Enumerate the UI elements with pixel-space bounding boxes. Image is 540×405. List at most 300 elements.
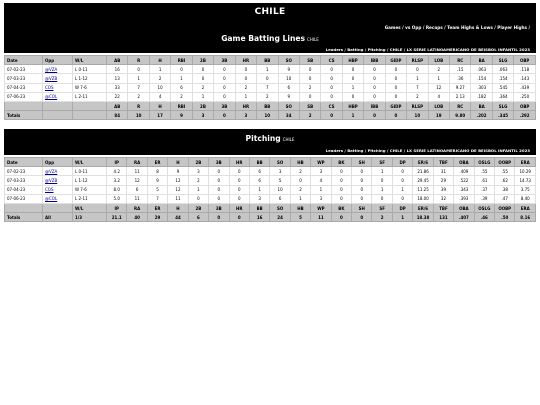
- batting-cell-cs: 0: [321, 74, 342, 83]
- batting-cell-so: 10: [278, 74, 299, 83]
- batting-footer-header-hr: HR: [235, 101, 256, 110]
- pitching-cell-oba: .393: [454, 194, 474, 203]
- batting-cell-r: 2: [128, 92, 149, 101]
- batting-cell-ba: .182: [471, 92, 492, 101]
- batting-cell-opp[interactable]: @COL: [43, 92, 73, 101]
- pitching-total-bb: 16: [249, 213, 269, 222]
- pitching-header-w-l: W/L: [73, 158, 107, 167]
- batting-header-ab: AB: [107, 56, 128, 65]
- pitching-header-hr: HR: [229, 158, 249, 167]
- batting-header-rc: RC: [450, 56, 471, 65]
- pitching-cell-date: 07-03-23: [5, 176, 43, 185]
- batting-footer-header-rbi: RBI: [171, 101, 192, 110]
- pitching-cell-er: 7: [147, 194, 167, 203]
- pitching-cell-wp: 3: [311, 167, 331, 176]
- batting-total-ibb: 0: [364, 111, 385, 120]
- pitching-cell-sh: 0: [352, 194, 372, 203]
- pitching-cell-ip: 8.0: [107, 185, 127, 194]
- batting-totals-row: [5, 111, 536, 120]
- pitching-footer-header-bk: BK: [331, 203, 351, 212]
- pitching-cell-er: 8: [147, 167, 167, 176]
- pitching-cell-ip: 4.2: [107, 167, 127, 176]
- batting-cell-ab: 33: [107, 83, 128, 92]
- pitching-total-2b: 6: [188, 213, 208, 222]
- crumb-pitching[interactable]: Pitching: [367, 148, 386, 153]
- pitching-cell-h: 12: [168, 176, 188, 185]
- pitching-cell-sf: 0: [372, 194, 392, 203]
- batting-total-rlsp: 10: [407, 111, 428, 120]
- pitching-header-oba: OBA: [454, 158, 474, 167]
- nav-games-link[interactable]: Games: [384, 25, 401, 30]
- nav-vs-opp-link[interactable]: vs Opp: [405, 25, 422, 30]
- batting-cell-h: 1: [149, 65, 170, 74]
- pitching-total-3b: 0: [209, 213, 229, 222]
- pitching-header-date: Date: [5, 158, 43, 167]
- batting-cell-ab: 22: [107, 92, 128, 101]
- pitching-cell-w-l: W 7-6: [73, 185, 107, 194]
- batting-footer-header-sb: SB: [299, 101, 320, 110]
- pitching-cell-sh: 0: [352, 167, 372, 176]
- batting-cell-ab: 16: [107, 65, 128, 74]
- pitching-cell-tbf: 32: [433, 194, 453, 203]
- batting-total-gidp: 0: [385, 111, 406, 120]
- team-title: CHILE: [254, 7, 286, 17]
- batting-cell-rlsp: 1: [407, 74, 428, 83]
- batting-cell-opp[interactable]: COS: [43, 83, 73, 92]
- pitching-header-wp: WP: [311, 158, 331, 167]
- batting-footer-header-h: H: [149, 101, 170, 110]
- batting-cell-obp: .250: [514, 92, 536, 101]
- batting-cell-slg: .063: [492, 65, 513, 74]
- batting-footer-header-r: R: [128, 101, 149, 110]
- pitching-cell-er-6: 21.86: [413, 167, 433, 176]
- pitching-cell-so: 3: [270, 167, 290, 176]
- pitching-footer-header-blank-1: [43, 203, 73, 212]
- pitching-row: [5, 194, 536, 203]
- pitching-cell-bb: 1: [249, 185, 269, 194]
- pitching-cell-oba: .343: [454, 185, 474, 194]
- batting-cell-rbi: 0: [171, 65, 192, 74]
- pitching-row: [5, 176, 536, 185]
- batting-title: Game Batting Lines: [221, 34, 306, 43]
- batting-cell-w-l: L 0-11: [73, 65, 107, 74]
- batting-cell-gidp: 0: [385, 83, 406, 92]
- pitching-footer-header-oba: OBA: [454, 203, 474, 212]
- batting-cell-r: 7: [128, 83, 149, 92]
- pitching-cell-hr: 0: [229, 176, 249, 185]
- pitching-cell-er-6: 18.00: [413, 194, 433, 203]
- batting-total-h: 17: [149, 111, 170, 120]
- batting-footer-header-rlsp: RLSP: [407, 101, 428, 110]
- pitching-totals-row: [5, 213, 536, 222]
- pitching-footer-header-ip: IP: [107, 203, 127, 212]
- pitching-cell-era: 14.73: [515, 176, 536, 185]
- batting-cell-rbi: 2: [171, 92, 192, 101]
- batting-cell-w-l: L 2-11: [73, 92, 107, 101]
- batting-header-sb: SB: [299, 56, 320, 65]
- batting-cell-obp: .439: [514, 83, 536, 92]
- pitching-cell-oslg: .37: [474, 185, 494, 194]
- batting-cell-gidp: 0: [385, 74, 406, 83]
- batting-header-rbi: RBI: [171, 56, 192, 65]
- pitching-total-hb: 5: [290, 213, 310, 222]
- batting-cell-rc: .15: [450, 65, 471, 74]
- crumb-tournament[interactable]: LX SERIE LATINOAMERICANO DE BEISBOL INFANTIL 2023: [406, 148, 530, 153]
- pitching-cell-oba: .409: [454, 167, 474, 176]
- batting-cell-3b: 0: [214, 65, 235, 74]
- batting-cell-sb: 0: [299, 65, 320, 74]
- batting-total-ab: 84: [107, 111, 128, 120]
- batting-footer-header-cs: CS: [321, 101, 342, 110]
- batting-total-w-l: [73, 111, 107, 120]
- pitching-breadcrumb: Leaders / Batting / Pitching / CHILE / LX SERIE LATINOAMERICANO DE BEISBOL INFANTIL 2023: [325, 148, 530, 153]
- pitching-cell-dp: 0: [392, 176, 412, 185]
- pitching-cell-ra: 12: [127, 176, 147, 185]
- pitching-cell-opp[interactable]: @VZA: [43, 167, 73, 176]
- batting-cell-bb: 0: [257, 74, 278, 83]
- pitching-header-tbf: TBF: [433, 158, 453, 167]
- pitching-cell-era: 10.29: [515, 167, 536, 176]
- pitching-header-ip: IP: [107, 158, 127, 167]
- batting-footer-header-blank-0: [5, 101, 43, 110]
- pitching-cell-h: 9: [168, 167, 188, 176]
- batting-cell-ba: .154: [471, 74, 492, 83]
- pitching-header-er-6: ER/6: [413, 158, 433, 167]
- pitching-footer-header-h: H: [168, 203, 188, 212]
- pitching-cell-date: 07-04-23: [5, 185, 43, 194]
- pitching-cell-3b: 0: [209, 185, 229, 194]
- pitching-footer-header-2b: 2B: [188, 203, 208, 212]
- batting-footer-header-so: SO: [278, 101, 299, 110]
- pitching-total-ip: 21.1: [107, 213, 127, 222]
- pitching-header-sh: SH: [352, 158, 372, 167]
- pitching-cell-w-l: L 2-11: [73, 194, 107, 203]
- pitching-cell-sf: 1: [372, 167, 392, 176]
- pitching-cell-ra: 11: [127, 167, 147, 176]
- batting-cell-3b: 0: [214, 92, 235, 101]
- pitching-cell-bb: 6: [249, 176, 269, 185]
- batting-cell-sb: 2: [299, 83, 320, 92]
- pitching-cell-hb: 1: [290, 194, 310, 203]
- pitching-cell-2b: 0: [188, 194, 208, 203]
- batting-header-ibb: IBB: [364, 56, 385, 65]
- pitching-total-sf: 2: [372, 213, 392, 222]
- batting-cell-rlsp: 7: [407, 83, 428, 92]
- pitching-cell-ra: 6: [127, 185, 147, 194]
- batting-cell-hbp: 0: [342, 74, 363, 83]
- pitching-cell-oobp: .47: [495, 194, 515, 203]
- pitching-cell-ra: 11: [127, 194, 147, 203]
- batting-header-ba: BA: [471, 56, 492, 65]
- pitching-cell-2b: 1: [188, 185, 208, 194]
- pitching-header-2b: 2B: [188, 158, 208, 167]
- batting-header-opp: Opp: [43, 56, 73, 65]
- pitching-total-h: 44: [168, 213, 188, 222]
- batting-cell-date: 07-06-23: [5, 92, 43, 101]
- pitching-cell-opp[interactable]: @VZB: [43, 176, 73, 185]
- pitching-footer-header-sh: SH: [352, 203, 372, 212]
- nav-team-highs-link[interactable]: Team Highs & Lows: [447, 25, 493, 30]
- batting-total-lob: 19: [428, 111, 449, 120]
- crumb-batting[interactable]: Batting: [347, 148, 364, 153]
- pitching-footer-header-er: ER: [147, 203, 167, 212]
- batting-cell-ab: 13: [107, 74, 128, 83]
- batting-cell-sb: 0: [299, 74, 320, 83]
- nav-recaps-link[interactable]: Recaps: [425, 25, 443, 30]
- pitching-footer-header-sf: SF: [372, 203, 392, 212]
- pitching-cell-oobp: .55: [495, 167, 515, 176]
- pitching-total-oslg: .46: [474, 213, 494, 222]
- pitching-total-oba: .407: [454, 213, 474, 222]
- batting-footer-header-hbp: HBP: [342, 101, 363, 110]
- batting-cell-rc: 2.13: [450, 92, 471, 101]
- pitching-header-so: SO: [270, 158, 290, 167]
- batting-header-hbp: HBP: [342, 56, 363, 65]
- pitching-header-hb: HB: [290, 158, 310, 167]
- batting-row: [5, 83, 536, 92]
- pitching-total-dp: 1: [392, 213, 412, 222]
- batting-cell-date: 07-04-23: [5, 83, 43, 92]
- pitching-cell-hr: 0: [229, 167, 249, 176]
- pitching-header-bk: BK: [331, 158, 351, 167]
- batting-section-title: [4, 34, 536, 43]
- batting-cell-hr: 0: [235, 74, 256, 83]
- batting-cell-ba: .063: [471, 65, 492, 74]
- batting-cell-lob: 1: [428, 74, 449, 83]
- batting-total-obp: .292: [514, 111, 536, 120]
- batting-cell-gidp: 0: [385, 65, 406, 74]
- nav-player-highs-link[interactable]: Player Highs: [497, 25, 527, 30]
- pitching-cell-ip: 3.2: [107, 176, 127, 185]
- pitching-cell-date: 07-06-23: [5, 194, 43, 203]
- pitching-cell-sf: 1: [372, 185, 392, 194]
- batting-footer-header-ba: BA: [471, 101, 492, 110]
- pitching-cell-2b: 2: [188, 176, 208, 185]
- pitching-cell-er-6: 29.45: [413, 176, 433, 185]
- pitching-cell-dp: 1: [392, 185, 412, 194]
- batting-cell-cs: 0: [321, 83, 342, 92]
- batting-footer-header-obp: OBP: [514, 101, 536, 110]
- batting-header-h: H: [149, 56, 170, 65]
- batting-cell-ibb: 0: [364, 92, 385, 101]
- pitching-cell-bk: 0: [331, 176, 351, 185]
- batting-footer-header-bb: BB: [257, 101, 278, 110]
- crumb-team[interactable]: CHILE: [389, 148, 403, 153]
- pitching-footer-header-tbf: TBF: [433, 203, 453, 212]
- batting-total-rbi: 9: [171, 111, 192, 120]
- pitching-title: Pitching: [245, 134, 281, 143]
- pitching-cell-er: 5: [147, 185, 167, 194]
- batting-cell-hbp: 0: [342, 92, 363, 101]
- batting-cell-w-l: L 1-12: [73, 74, 107, 83]
- pitching-total-wp: 11: [311, 213, 331, 222]
- batting-total-date: Totals: [5, 111, 43, 120]
- pitching-total-era: 8.16: [515, 213, 536, 222]
- crumb-tournament[interactable]: LX SERIE LATINOAMERICANO DE BEISBOL INFANTIL 2023: [406, 47, 530, 52]
- batting-cell-obp: .143: [514, 74, 536, 83]
- pitching-header-row: [5, 158, 536, 167]
- pitching-cell-hr: 0: [229, 185, 249, 194]
- batting-total-3b: 0: [214, 111, 235, 120]
- batting-footer-header-gidp: GIDP: [385, 101, 406, 110]
- pitching-cell-hb: 2: [290, 185, 310, 194]
- pitching-footer-header-hb: HB: [290, 203, 310, 212]
- batting-header-obp: OBP: [514, 56, 536, 65]
- pitching-cell-ip: 5.0: [107, 194, 127, 203]
- pitching-cell-so: 5: [270, 176, 290, 185]
- batting-cell-rc: .36: [450, 74, 471, 83]
- pitching-cell-sh: 0: [352, 176, 372, 185]
- pitching-cell-bk: 0: [331, 167, 351, 176]
- pitching-cell-era: 8.40: [515, 194, 536, 203]
- batting-cell-so: 9: [278, 65, 299, 74]
- pitching-footer-header-ra: RA: [127, 203, 147, 212]
- pitching-cell-3b: 0: [209, 176, 229, 185]
- pitching-footer-header-so: SO: [270, 203, 290, 212]
- pitching-cell-oobp: .38: [495, 185, 515, 194]
- batting-footer-header-blank-2: [73, 101, 107, 110]
- batting-cell-ibb: 0: [364, 74, 385, 83]
- batting-cell-3b: 0: [214, 83, 235, 92]
- batting-cell-h: 4: [149, 92, 170, 101]
- pitching-cell-oobp: .62: [495, 176, 515, 185]
- crumb-team[interactable]: CHILE: [389, 47, 403, 52]
- batting-cell-rlsp: 2: [407, 92, 428, 101]
- batting-cell-bb: 2: [257, 92, 278, 101]
- batting-cell-obp: .118: [514, 65, 536, 74]
- pitching-cell-3b: 0: [209, 194, 229, 203]
- batting-cell-hbp: 0: [342, 65, 363, 74]
- pitching-total-opp: All: [43, 213, 73, 222]
- pitching-footer-header-bb: BB: [249, 203, 269, 212]
- pitching-table: [4, 157, 536, 222]
- batting-header-cs: CS: [321, 56, 342, 65]
- pitching-header-dp: DP: [392, 158, 412, 167]
- pitching-cell-wp: 3: [311, 194, 331, 203]
- pitching-footer-header-dp: DP: [392, 203, 412, 212]
- pitching-cell-3b: 0: [209, 167, 229, 176]
- pitching-cell-dp: 0: [392, 194, 412, 203]
- batting-footer-header-slg: SLG: [492, 101, 513, 110]
- batting-footer-header-ibb: IBB: [364, 101, 385, 110]
- pitching-cell-hr: 0: [229, 194, 249, 203]
- pitching-cell-bb: 3: [249, 194, 269, 203]
- batting-header-row: [5, 56, 536, 65]
- batting-header-so: SO: [278, 56, 299, 65]
- pitching-cell-opp[interactable]: @COL: [43, 194, 73, 203]
- batting-cell-2b: 1: [192, 92, 213, 101]
- batting-cell-lob: 2: [428, 65, 449, 74]
- batting-cell-opp[interactable]: @VZA: [43, 65, 73, 74]
- pitching-header-ra: RA: [127, 158, 147, 167]
- batting-cell-h: 10: [149, 83, 170, 92]
- batting-cell-opp[interactable]: @VZB: [43, 74, 73, 83]
- crumb-leaders[interactable]: Leaders: [325, 148, 344, 153]
- crumb-pitching[interactable]: Pitching: [367, 47, 386, 52]
- batting-header-lob: LOB: [428, 56, 449, 65]
- batting-total-so: 34: [278, 111, 299, 120]
- pitching-row: [5, 185, 536, 194]
- batting-row: [5, 74, 536, 83]
- batting-cell-slg: .364: [492, 92, 513, 101]
- pitching-header-er: ER: [147, 158, 167, 167]
- pitching-cell-sf: 0: [372, 176, 392, 185]
- batting-cell-ibb: 0: [364, 65, 385, 74]
- batting-header-3b: 3B: [214, 56, 235, 65]
- batting-total-cs: 0: [321, 111, 342, 120]
- batting-header-rlsp: RLSP: [407, 56, 428, 65]
- batting-table: [4, 55, 536, 120]
- pitching-cell-bb: 6: [249, 167, 269, 176]
- pitching-cell-er: 9: [147, 176, 167, 185]
- pitching-cell-2b: 3: [188, 167, 208, 176]
- batting-footer-header-rc: RC: [450, 101, 471, 110]
- batting-footer-header-2b: 2B: [192, 101, 213, 110]
- pitching-total-sh: 0: [352, 213, 372, 222]
- pitching-total-er-6: 18.38: [413, 213, 433, 222]
- pitching-footer-header-hr: HR: [229, 203, 249, 212]
- batting-header-hr: HR: [235, 56, 256, 65]
- batting-cell-cs: 0: [321, 65, 342, 74]
- pitching-total-hr: 0: [229, 213, 249, 222]
- pitching-cell-opp[interactable]: COS: [43, 185, 73, 194]
- batting-total-opp: [43, 111, 73, 120]
- pitching-footer-header-era: ERA: [515, 203, 536, 212]
- pitching-header-sf: SF: [372, 158, 392, 167]
- pitching-cell-dp: 0: [392, 167, 412, 176]
- pitching-footer-header-wp: WP: [311, 203, 331, 212]
- pitching-cell-h: 11: [168, 194, 188, 203]
- pitching-subtitle: CHILE: [282, 137, 295, 142]
- pitching-cell-sh: 0: [352, 185, 372, 194]
- pitching-footer-header-oobp: OOBP: [495, 203, 515, 212]
- pitching-cell-oslg: .39: [474, 194, 494, 203]
- pitching-header-h: H: [168, 158, 188, 167]
- batting-cell-ibb: 0: [364, 83, 385, 92]
- batting-cell-hr: 1: [235, 92, 256, 101]
- pitching-row: [5, 167, 536, 176]
- pitching-total-w-l: 1/3: [73, 213, 107, 222]
- crumb-batting[interactable]: Batting: [347, 47, 364, 52]
- batting-total-hr: 3: [235, 111, 256, 120]
- batting-header-r: R: [128, 56, 149, 65]
- batting-cell-2b: 0: [192, 74, 213, 83]
- batting-cell-rlsp: 0: [407, 65, 428, 74]
- pitching-header-opp: Opp: [43, 158, 73, 167]
- batting-breadcrumb: Leaders / Batting / Pitching / CHILE / LX SERIE LATINOAMERICANO DE BEISBOL INFANTIL 2023: [325, 47, 530, 52]
- pitching-cell-w-l: L 0-11: [73, 167, 107, 176]
- batting-cell-so: 6: [278, 83, 299, 92]
- batting-total-ba: .202: [471, 111, 492, 120]
- pitching-cell-oba: .522: [454, 176, 474, 185]
- batting-header-2b: 2B: [192, 56, 213, 65]
- batting-cell-so: 9: [278, 92, 299, 101]
- pitching-cell-hb: 0: [290, 176, 310, 185]
- pitching-cell-bk: 0: [331, 194, 351, 203]
- pitching-header-panel: [4, 129, 536, 155]
- batting-footer-header-ab: AB: [107, 101, 128, 110]
- batting-row: [5, 65, 536, 74]
- pitching-footer-header-row: [5, 203, 536, 212]
- pitching-header-era: ERA: [515, 158, 536, 167]
- pitching-total-oobp: .50: [495, 213, 515, 222]
- batting-cell-2b: 0: [192, 65, 213, 74]
- crumb-leaders[interactable]: Leaders: [325, 47, 344, 52]
- pitching-section-title: [4, 134, 536, 143]
- batting-row: [5, 92, 536, 101]
- pitching-total-ra: 40: [127, 213, 147, 222]
- batting-cell-3b: 0: [214, 74, 235, 83]
